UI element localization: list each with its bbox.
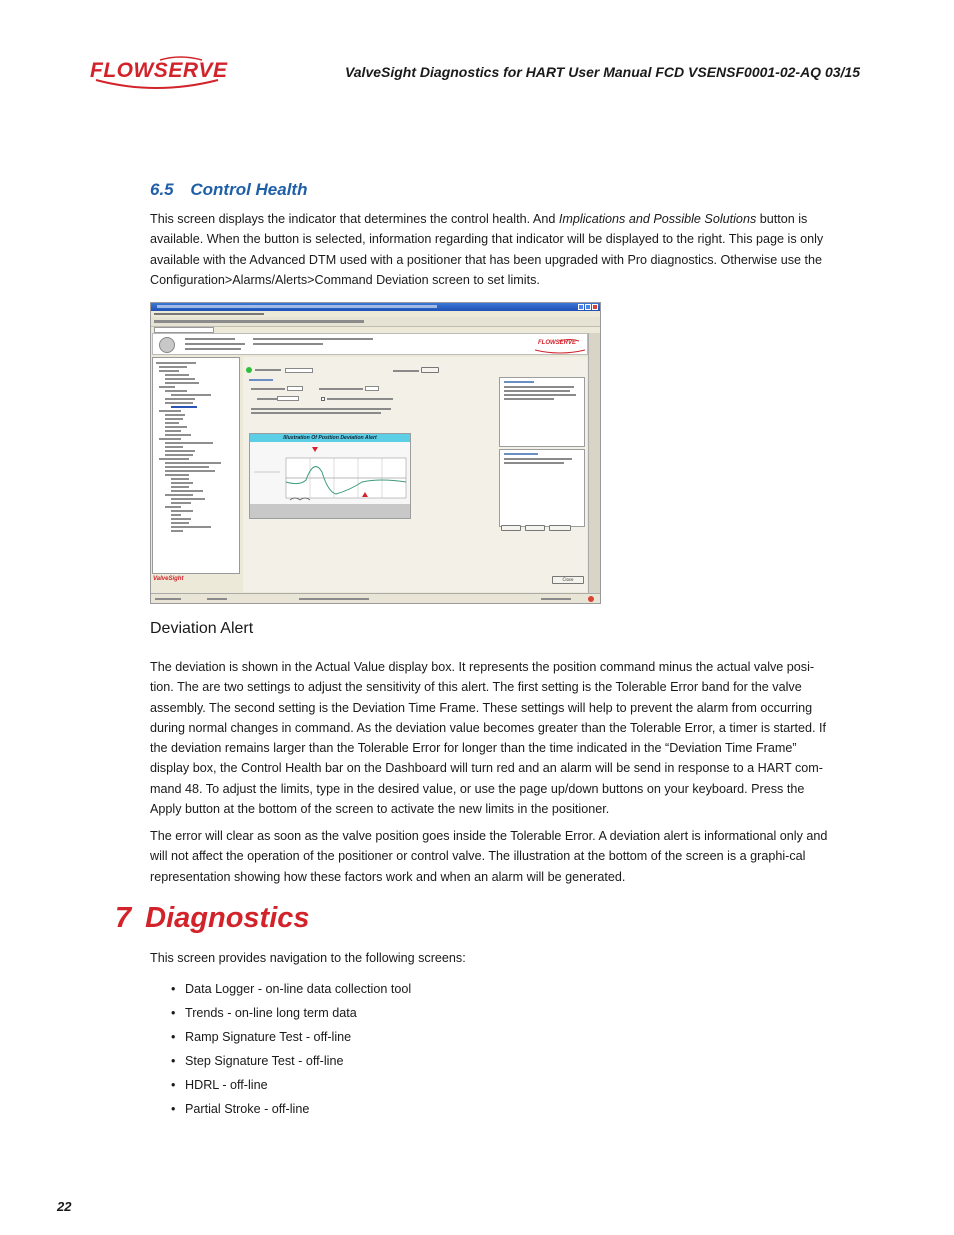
tolerable-error-field[interactable] [287, 386, 303, 391]
chapter-intro: This screen provides navigation to the following screens: [150, 951, 466, 965]
side-panel-strip [588, 333, 600, 593]
control-health-screenshot [150, 302, 601, 604]
document-title: ValveSight Diagnostics for HART User Manual FCD VSENSF0001-02-AQ 03/15 [344, 64, 860, 80]
minimize-icon [578, 304, 584, 310]
section-number: 6.5 [150, 180, 174, 199]
list-item: • Data Logger - on-line data collection tool [168, 979, 411, 1003]
close-icon [592, 304, 598, 310]
illustration-panel [249, 433, 411, 519]
control-health-panel [243, 357, 587, 592]
maximize-icon [585, 304, 591, 310]
window-titlebar [151, 303, 600, 311]
logo-wordmark: FLOWSERVE [90, 59, 228, 82]
deviation-time-frame-field[interactable] [365, 386, 379, 391]
list-item: • Partial Stroke - off-line [168, 1099, 411, 1123]
deviation-alert-heading: Deviation Alert [150, 620, 254, 637]
analog-button[interactable] [421, 367, 439, 373]
status-bar [151, 593, 600, 604]
actual-value-field [277, 396, 299, 401]
flowserve-logo [90, 52, 228, 96]
app-logo-text: FLOWSERVE [538, 340, 577, 346]
page-number: 22 [57, 1199, 72, 1214]
list-item: • HDRL - off-line [168, 1075, 411, 1099]
section-heading [150, 180, 307, 200]
close-button[interactable]: Close [552, 576, 584, 584]
list-item: • Trends - on-line long term data [168, 1003, 411, 1027]
intro-text-start: This screen displays the indicator that determines the control health. And [150, 212, 559, 226]
list-item: • Step Signature Test - off-line [168, 1051, 411, 1075]
deviation-paragraph-1: The deviation is shown in the Actual Value display box. It represents the position command minus the actual valve posi-tion. The are two settings to adjust the sensitivity of this alert. The first setting is the Tolerable Error band for the valve assembly. The second setting is the Deviation Time Frame. These settings will help to prevent the alarm from occurring during normal changes in command. As the deviation value becomes greater than the Tolerable Error, a timer is started. If the deviation remains larger than the Tolerable Error for longer than the time indicated in the “Deviation Time Frame” display box, the Control Health bar on the Dashboard will turn red and an alarm will be send in response to a HART com-mand 48. To adjust the limits, type in the desired value, or use the page up/down buttons on your keyboard. Press the Apply button at the bottom of the screen to activate the new limits in the positioner. [150, 660, 826, 817]
chapter-heading [115, 902, 310, 935]
implications-checkbox[interactable] [321, 397, 325, 401]
health-status-indicator [246, 367, 252, 373]
section-title: Control Health [190, 180, 308, 199]
cancel-button[interactable] [549, 525, 571, 531]
illustration-title: Illustration Of Position Deviation Alert [250, 434, 410, 442]
chapter-number: 7 [115, 902, 132, 934]
diagnostics-screen-list [168, 979, 411, 1123]
apply-button[interactable] [525, 525, 545, 531]
valvesight-logo: ValveSight [153, 576, 184, 582]
list-item: • Ramp Signature Test - off-line [168, 1027, 411, 1051]
device-header [152, 333, 588, 355]
implications-panel [499, 377, 585, 447]
deviation-paragraph-2: The error will clear as soon as the valve position goes inside the Tolerable Error. A deviation alert is informational only and will not affect the operation of the positioner or control valve. The illustration at the bottom of the screen is a graphi-cal representation showing how these factors work and when an alarm will be generated. [150, 829, 828, 884]
intro-italic-term: Implications and Possible Solutions [558, 212, 757, 226]
activation-field[interactable] [285, 368, 313, 373]
possible-solutions-panel [499, 449, 585, 527]
intro-text-end: button is available. When the button is selected, information regarding that indicator will be displayed to the right. This page is only available with the Advanced DTM used with a positioner that has been upgraded with Pro diagnostics. Otherwise use the Configuration>Alarms/Alerts>Command Deviation screen to set limits. [150, 212, 824, 287]
intro-paragraph [150, 209, 830, 290]
chapter-title: Diagnostics [145, 902, 310, 934]
navigation-tree[interactable] [152, 357, 240, 574]
error-icon [588, 596, 594, 602]
deviation-illustration-chart [250, 442, 410, 518]
tab-bar [151, 326, 600, 333]
read-button[interactable] [501, 525, 521, 531]
